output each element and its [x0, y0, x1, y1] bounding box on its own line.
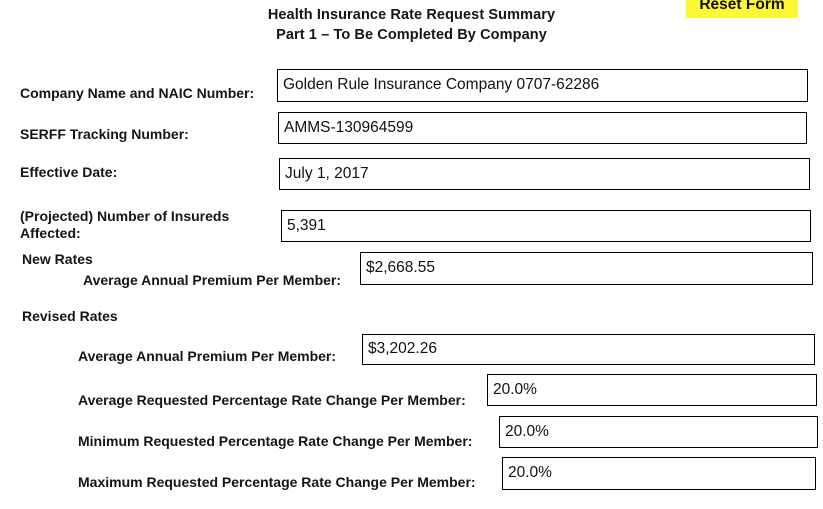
new-avg-premium-label: Average Annual Premium Per Member: — [83, 272, 342, 288]
form-subtitle: Part 1 – To Be Completed By Company — [276, 27, 547, 43]
avg-rate-change-input[interactable] — [487, 374, 817, 406]
insureds-affected-label-line1: (Projected) Number of Insureds — [20, 208, 230, 224]
effective-date-label: Effective Date: — [20, 164, 118, 180]
serff-tracking-label: SERFF Tracking Number: — [20, 126, 189, 142]
min-rate-change-label: Minimum Requested Percentage Rate Change Per Member: — [78, 433, 473, 449]
revised-avg-premium-label: Average Annual Premium Per Member: — [78, 348, 337, 364]
form-title: Health Insurance Rate Request Summary — [267, 7, 556, 23]
reset-form-button[interactable]: Reset Form — [686, 0, 798, 18]
effective-date-input[interactable] — [279, 158, 810, 190]
max-rate-change-label: Maximum Requested Percentage Rate Change Per Member: — [78, 474, 476, 490]
insureds-affected-label — [20, 208, 280, 242]
revised-rates-heading: Revised Rates — [22, 308, 118, 324]
new-avg-premium-input[interactable] — [360, 252, 813, 285]
new-rates-heading: New Rates — [22, 251, 93, 267]
avg-rate-change-label: Average Requested Percentage Rate Change Per Member: — [78, 392, 466, 408]
max-rate-change-input[interactable] — [502, 457, 816, 490]
revised-avg-premium-input[interactable] — [362, 334, 815, 365]
serff-tracking-input[interactable] — [278, 112, 807, 144]
insureds-affected-label-line2: Affected: — [20, 225, 81, 241]
min-rate-change-input[interactable] — [499, 416, 818, 448]
insureds-affected-input[interactable] — [281, 210, 811, 242]
company-name-label: Company Name and NAIC Number: — [20, 85, 255, 101]
company-name-input[interactable] — [277, 69, 808, 102]
